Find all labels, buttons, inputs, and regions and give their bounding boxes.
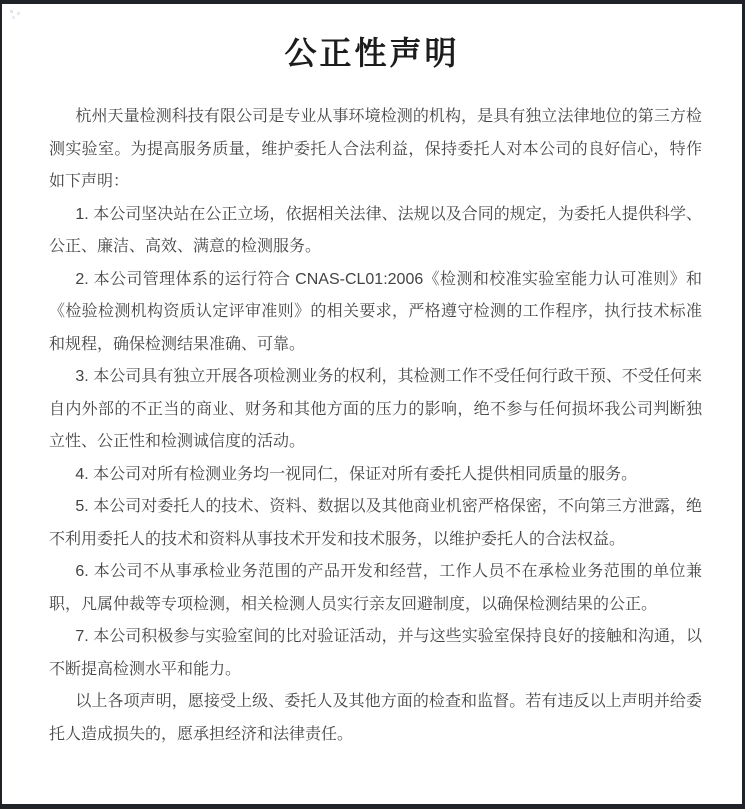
page-title: 公正性声明: [284, 35, 460, 71]
statement-paragraph: 1. 本公司坚决站在公正立场，依据相关法律、法规以及合同的规定，为委托人提供科学、公正、廉洁、高效、满意的检测服务。: [49, 205, 702, 255]
statement-paragraph: 5. 本公司对委托人的技术、资料、数据以及其他商业机密严格保密，不向第三方泄露，绝不利用委托人的技术和资料从事技术开发和技术服务，以维护委托人的合法权益。: [49, 498, 702, 548]
corner-artifact: [10, 10, 13, 13]
statement-paragraph: 2. 本公司管理体系的运行符合 CNAS-CL01:2006《检测和校准实验室能力认可准则》和《检验检测机构资质认定评审准则》的相关要求，严格遵守检测的工作程序，执行技术标准和规程，确保检测结果准确、可靠。: [49, 270, 702, 353]
statement-paragraph: 以上各项声明，愿接受上级、委托人及其他方面的检查和监督。若有违反以上声明并给委托人造成损失的，愿承担经济和法律责任。: [49, 693, 702, 743]
statement-paragraph: 6. 本公司不从事承检业务范围的产品开发和经营，工作人员不在承检业务范围的单位兼职，凡属仲裁等专项检测，相关检测人员实行亲友回避制度，以确保检测结果的公正。: [49, 563, 702, 613]
statement-paragraph: 4. 本公司对所有检测业务均一视同仁，保证对所有委托人提供相同质量的服务。: [75, 465, 638, 483]
statement-paragraph: 杭州天量检测科技有限公司是专业从事环境检测的机构，是具有独立法律地位的第三方检测实验室。为提高服务质量，维护委托人合法利益，保持委托人对本公司的良好信心，特作如下声明：: [49, 108, 702, 190]
document-page: [2, 4, 742, 804]
statement-paragraph: 7. 本公司积极参与实验室间的比对验证活动，并与这些实验室保持良好的接触和沟通，以不断提高检测水平和能力。: [49, 628, 702, 678]
statement-paragraph: 3. 本公司具有独立开展各项检测业务的权利，其检测工作不受任何行政干预、不受任何来自内外部的不正当的商业、财务和其他方面的压力的影响，绝不参与任何损坏我公司判断独立性、公正性和检测诚信度的活动。: [49, 368, 702, 450]
statement-body: [2, 101, 742, 751]
